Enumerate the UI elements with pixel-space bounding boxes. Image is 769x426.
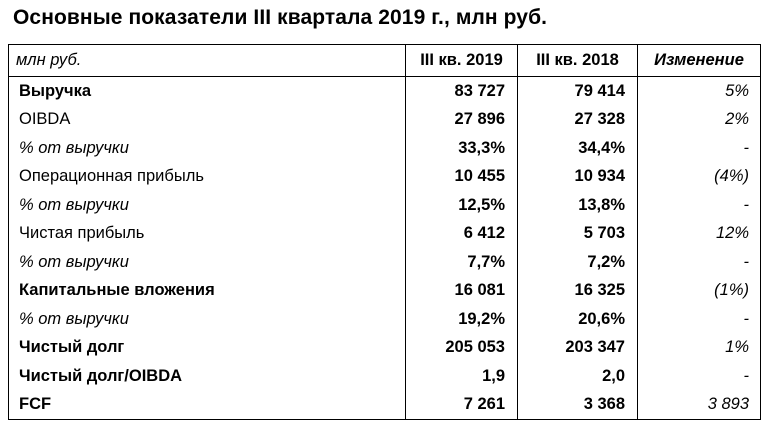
row-label: Выручка: [9, 77, 406, 106]
header-change: Изменение: [638, 45, 761, 77]
value-q3-2018: 27 328: [518, 106, 638, 135]
value-q3-2018: 5 703: [518, 220, 638, 249]
value-q3-2018: 20,6%: [518, 305, 638, 334]
value-q3-2018: 2,0: [518, 362, 638, 391]
table-row: [9, 277, 761, 306]
row-label: OIBDA: [9, 106, 406, 135]
value-q3-2018: 79 414: [518, 77, 638, 106]
row-label: FCF: [9, 391, 406, 420]
value-q3-2018: 7,2%: [518, 248, 638, 277]
value-change: -: [638, 305, 761, 334]
table-row: [9, 163, 761, 192]
value-q3-2019: 1,9: [406, 362, 518, 391]
page-title: Основные показатели III квартала 2019 г., млн руб.: [13, 6, 548, 29]
indicators-table: [8, 44, 761, 420]
row-label: % от выручки: [9, 191, 406, 220]
header-unit: млн руб.: [9, 45, 406, 77]
value-change: -: [638, 362, 761, 391]
value-q3-2018: 16 325: [518, 277, 638, 306]
value-q3-2018: 10 934: [518, 163, 638, 192]
table-row: [9, 334, 761, 363]
row-label: % от выручки: [9, 248, 406, 277]
value-change: 5%: [638, 77, 761, 106]
value-q3-2019: 10 455: [406, 163, 518, 192]
value-change: 3 893: [638, 391, 761, 420]
row-label: % от выручки: [9, 305, 406, 334]
row-label: % от выручки: [9, 134, 406, 163]
table-row: [9, 362, 761, 391]
table-row: [9, 391, 761, 420]
value-change: -: [638, 191, 761, 220]
value-q3-2019: 83 727: [406, 77, 518, 106]
value-q3-2018: 203 347: [518, 334, 638, 363]
value-q3-2019: 7,7%: [406, 248, 518, 277]
value-q3-2019: 33,3%: [406, 134, 518, 163]
header-q3-2018: III кв. 2018: [518, 45, 638, 77]
value-q3-2019: 6 412: [406, 220, 518, 249]
value-change: -: [638, 248, 761, 277]
table-row: [9, 248, 761, 277]
value-change: 1%: [638, 334, 761, 363]
table-body: [9, 77, 761, 420]
table-header-row: [9, 45, 761, 77]
value-q3-2019: 16 081: [406, 277, 518, 306]
row-label: Капитальные вложения: [9, 277, 406, 306]
table-row: [9, 134, 761, 163]
value-change: 12%: [638, 220, 761, 249]
value-change: -: [638, 134, 761, 163]
table-row: [9, 191, 761, 220]
value-q3-2018: 13,8%: [518, 191, 638, 220]
table-row: [9, 106, 761, 135]
table-row: [9, 77, 761, 106]
row-label: Чистая прибыль: [9, 220, 406, 249]
row-label: Чистый долг: [9, 334, 406, 363]
value-change: (4%): [638, 163, 761, 192]
value-q3-2019: 27 896: [406, 106, 518, 135]
header-q3-2019: III кв. 2019: [406, 45, 518, 77]
value-q3-2018: 3 368: [518, 391, 638, 420]
value-change: (1%): [638, 277, 761, 306]
row-label: Чистый долг/OIBDA: [9, 362, 406, 391]
table-row: [9, 305, 761, 334]
value-q3-2019: 7 261: [406, 391, 518, 420]
value-q3-2019: 205 053: [406, 334, 518, 363]
table-row: [9, 220, 761, 249]
value-q3-2018: 34,4%: [518, 134, 638, 163]
value-q3-2019: 19,2%: [406, 305, 518, 334]
value-change: 2%: [638, 106, 761, 135]
row-label: Операционная прибыль: [9, 163, 406, 192]
value-q3-2019: 12,5%: [406, 191, 518, 220]
